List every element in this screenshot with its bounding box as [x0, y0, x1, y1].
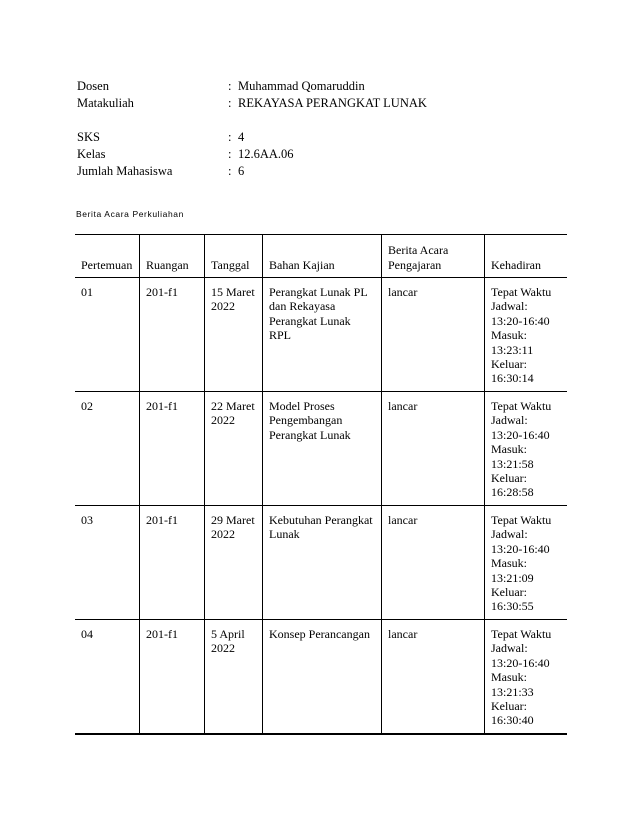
info-colon: : [228, 130, 232, 144]
cell-tanggal: 15 Maret 2022 [205, 278, 263, 392]
masuk-value: 13:21:58 [491, 456, 534, 471]
masuk-label: Masuk: [491, 556, 527, 571]
info-value: Muhammad Qomaruddin [238, 79, 365, 93]
keluar-value: 16:28:58 [491, 485, 534, 500]
jadwal-label: Jadwal: [491, 527, 528, 542]
cell-ruangan: 201-f1 [140, 278, 205, 392]
table-row [75, 620, 567, 734]
masuk-value: 13:23:11 [491, 342, 534, 357]
cell-tanggal: 22 Maret 2022 [205, 392, 263, 506]
cell-berita-acara: lancar [382, 392, 485, 506]
info-label: Kelas [77, 147, 106, 161]
cell-bahan-kajian: Konsep Perancangan [263, 620, 382, 734]
cell-pertemuan: 01 [75, 278, 140, 392]
section-title: Berita Acara Perkuliahan [76, 209, 184, 219]
header-ruangan: Ruangan [140, 235, 205, 278]
cell-kehadiran [485, 506, 568, 620]
keluar-label: Keluar: [491, 699, 527, 714]
masuk-label: Masuk: [491, 670, 527, 685]
header-tanggal: Tanggal [205, 235, 263, 278]
masuk-value: 13:21:09 [491, 570, 534, 585]
cell-kehadiran [485, 392, 568, 506]
jadwal-value: 13:20-16:40 [491, 655, 550, 670]
cell-kehadiran [485, 620, 568, 734]
cell-berita-acara: lancar [382, 278, 485, 392]
cell-pertemuan: 02 [75, 392, 140, 506]
jadwal-value: 13:20-16:40 [491, 313, 550, 328]
masuk-label: Masuk: [491, 442, 527, 457]
info-value: 6 [238, 164, 245, 178]
keluar-value: 16:30:40 [491, 713, 534, 728]
cell-tanggal: 29 Maret 2022 [205, 506, 263, 620]
cell-pertemuan: 03 [75, 506, 140, 620]
cell-kehadiran [485, 278, 568, 392]
info-value: 12.6AA.06 [238, 147, 294, 161]
keluar-label: Keluar: [491, 471, 527, 486]
cell-ruangan: 201-f1 [140, 506, 205, 620]
info-colon: : [228, 79, 232, 93]
info-colon: : [228, 96, 232, 110]
keluar-label: Keluar: [491, 357, 527, 372]
cell-ruangan: 201-f1 [140, 620, 205, 734]
keluar-value: 16:30:55 [491, 599, 534, 614]
attendance-table [75, 234, 567, 735]
cell-ruangan: 201-f1 [140, 392, 205, 506]
kehadiran-status: Tepat Waktu [491, 627, 552, 641]
cell-bahan-kajian: Model Proses Pengembangan Perangkat Lunak [263, 392, 382, 506]
info-label: Matakuliah [77, 96, 134, 110]
cell-bahan-kajian: Perangkat Lunak PL dan Rekayasa Perangkat Lunak RPL [263, 278, 382, 392]
masuk-label: Masuk: [491, 328, 527, 343]
info-label: Jumlah Mahasiswa [77, 164, 173, 178]
table-row [75, 506, 567, 620]
kehadiran-status: Tepat Waktu [491, 285, 552, 299]
cell-bahan-kajian: Kebutuhan Perangkat Lunak [263, 506, 382, 620]
info-value: REKAYASA PERANGKAT LUNAK [238, 96, 427, 110]
kehadiran-status: Tepat Waktu [491, 513, 552, 527]
header-bahan-kajian: Bahan Kajian [263, 235, 382, 278]
info-colon: : [228, 164, 232, 178]
jadwal-value: 13:20-16:40 [491, 427, 550, 442]
jadwal-value: 13:20-16:40 [491, 541, 550, 556]
info-value: 4 [238, 130, 245, 144]
keluar-value: 16:30:14 [491, 371, 534, 386]
cell-tanggal: 5 April 2022 [205, 620, 263, 734]
keluar-label: Keluar: [491, 585, 527, 600]
masuk-value: 13:21:33 [491, 684, 534, 699]
kehadiran-status: Tepat Waktu [491, 399, 552, 413]
header-pertemuan: Pertemuan [75, 235, 140, 278]
info-label: SKS [77, 130, 100, 144]
cell-berita-acara: lancar [382, 620, 485, 734]
header-berita-acara: Berita Acara Pengajaran [382, 235, 485, 278]
cell-berita-acara: lancar [382, 506, 485, 620]
jadwal-label: Jadwal: [491, 299, 528, 314]
header-kehadiran: Kehadiran [491, 257, 541, 272]
table-header-row [75, 235, 567, 278]
info-label: Dosen [77, 79, 109, 93]
jadwal-label: Jadwal: [491, 413, 528, 428]
info-colon: : [228, 147, 232, 161]
jadwal-label: Jadwal: [491, 641, 528, 656]
table-row [75, 278, 567, 392]
table-row [75, 392, 567, 506]
cell-pertemuan: 04 [75, 620, 140, 734]
